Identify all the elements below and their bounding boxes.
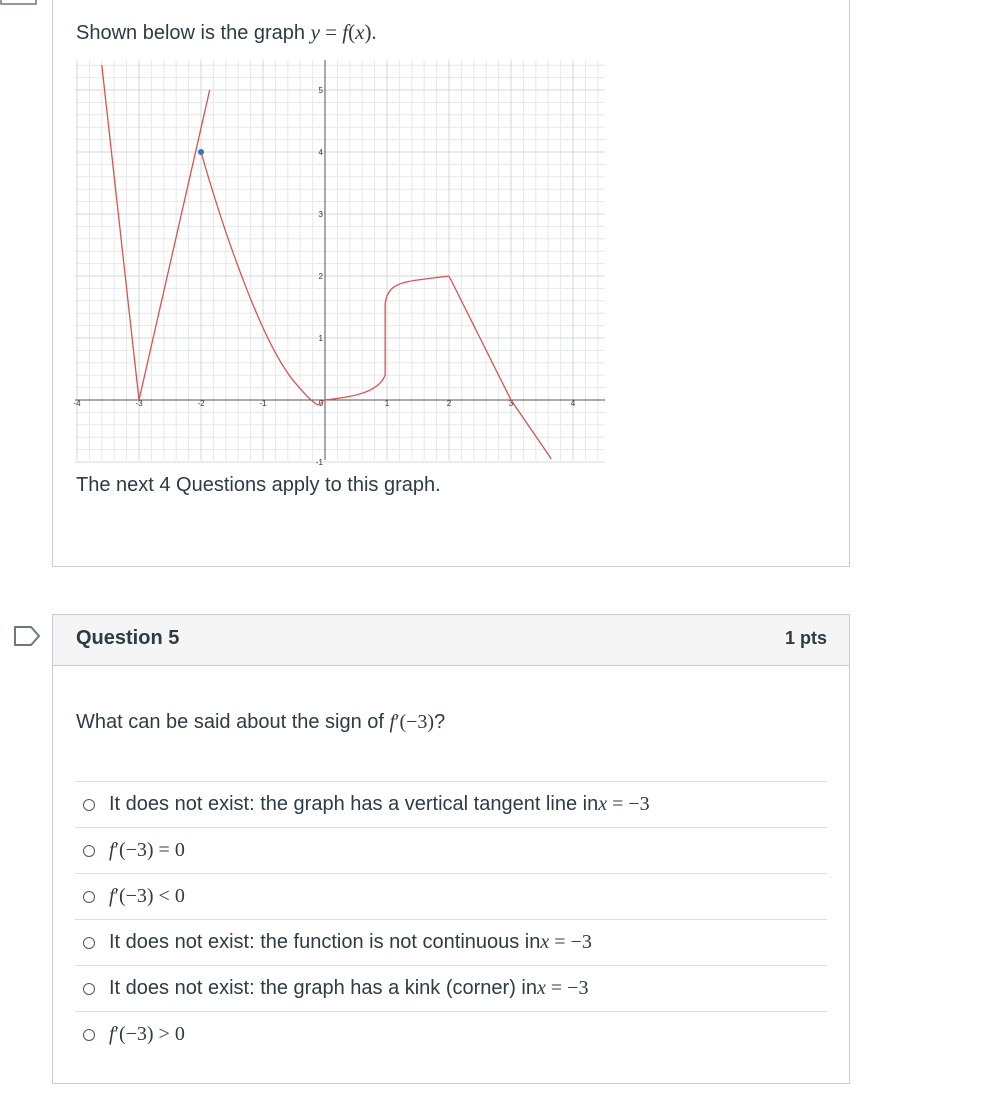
radio-button[interactable] xyxy=(83,937,95,949)
x-tick-label: 2 xyxy=(446,399,452,408)
y-tick-label: 5 xyxy=(318,86,323,95)
y-tick-label: -1 xyxy=(315,458,323,467)
answer-option[interactable]: f′(−3) = 0 xyxy=(75,827,827,873)
radio-button[interactable] xyxy=(83,983,95,995)
question-title: Question 5 xyxy=(76,627,180,649)
y-tick-label: 3 xyxy=(318,210,323,219)
answer-option[interactable]: It does not exist: the graph has a kink (corner) in x = −3 xyxy=(75,965,827,1011)
answer-option[interactable]: f′(−3) > 0 xyxy=(75,1011,827,1057)
x-tick-label: 0 xyxy=(318,399,324,408)
x-tick-label: -4 xyxy=(73,399,81,408)
y-tick-label: 1 xyxy=(318,334,323,343)
question-points: 1 pts xyxy=(784,628,827,648)
y-tick-label: 2 xyxy=(318,272,323,281)
answer-option[interactable]: f′(−3) < 0 xyxy=(75,873,827,919)
x-tick-label: 3 xyxy=(508,399,514,408)
radio-button[interactable] xyxy=(83,1029,95,1041)
flag-question-icon[interactable] xyxy=(13,625,41,647)
x-tick-label: 1 xyxy=(384,399,390,408)
radio-button[interactable] xyxy=(83,845,95,857)
answer-option[interactable]: It does not exist: the function is not continuous in x = −3 xyxy=(75,919,827,965)
curve-v-segment xyxy=(102,65,210,400)
function-graph xyxy=(73,60,605,467)
x-tick-label: -2 xyxy=(197,399,205,408)
marked-point xyxy=(198,149,204,155)
x-tick-label: -1 xyxy=(259,399,267,408)
x-tick-label: -3 xyxy=(135,399,143,408)
graph-note: The next 4 Questions apply to this graph. xyxy=(76,474,441,496)
intro-text: Shown below is the graph y = f(x). xyxy=(76,20,377,44)
question-text: What can be said about the sign of f′(−3)? xyxy=(76,711,446,733)
answer-option[interactable]: It does not exist: the graph has a vertical tangent line in x = −3 xyxy=(75,781,827,827)
flag-icon xyxy=(0,0,40,6)
answer-list xyxy=(75,781,827,1057)
radio-button[interactable] xyxy=(83,891,95,903)
question-panel xyxy=(52,614,850,1084)
question-header xyxy=(53,615,849,666)
x-tick-label: 4 xyxy=(570,399,576,408)
y-tick-label: 4 xyxy=(318,148,323,157)
graph-panel xyxy=(52,0,850,567)
radio-button[interactable] xyxy=(83,799,95,811)
